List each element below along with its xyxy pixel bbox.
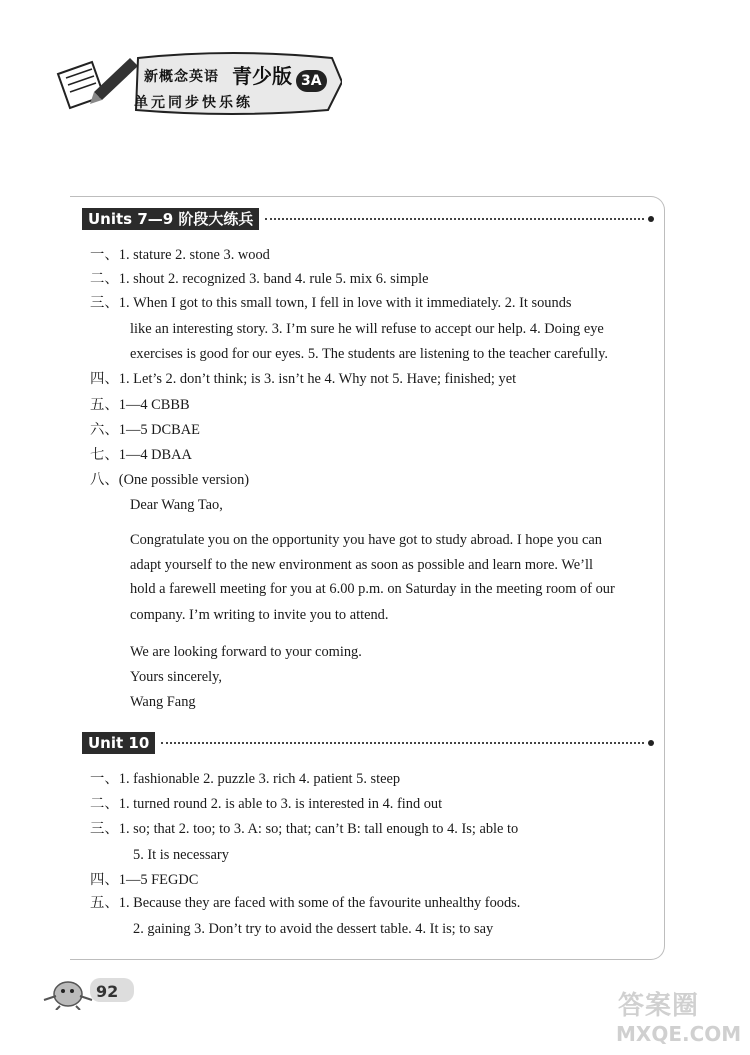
answer-line: 八、(One possible version) xyxy=(90,472,250,488)
answer-line: 二、1. turned round 2. is able to 3. is interested in 4. find out xyxy=(90,796,443,812)
answer-line: 三、1. When I got to this small town, I fell in love with it immediately. 2. It sounds xyxy=(90,295,572,311)
letter-line: adapt yourself to the new environment as soon as possible and learn more. We’ll xyxy=(130,557,593,573)
section-heading-units-7-9 xyxy=(82,208,654,230)
letter-line: company. I’m writing to invite you to attend. xyxy=(130,607,389,623)
answer-line: 七、1—4 DBAA xyxy=(90,447,192,463)
answer-line: 五、1. Because they are faced with some of the favourite unhealthy foods. xyxy=(90,895,521,911)
volume-badge: 3A xyxy=(296,70,327,92)
answer-line: 一、1. stature 2. stone 3. wood xyxy=(90,247,270,263)
answer-line: 四、1. Let’s 2. don’t think; is 3. isn’t he 4. Why not 5. Have; finished; yet xyxy=(90,371,517,387)
pencil-paper-icon xyxy=(52,52,142,116)
watermark-url: MXQE.COM xyxy=(616,1022,742,1046)
answer-line: 5. It is necessary xyxy=(133,847,229,863)
letter-line: Congratulate you on the opportunity you have got to study abroad. I hope you can xyxy=(130,532,602,548)
series-subtitle: 单元同步快乐练 xyxy=(134,95,253,111)
letter-line: We are looking forward to your coming. xyxy=(130,644,362,660)
answer-line: 三、1. so; that 2. too; to 3. A: so; that; can’t B: tall enough to 4. Is; able to xyxy=(90,821,519,837)
letter-closing: Yours sincerely, xyxy=(130,669,222,685)
section-heading-unit-10 xyxy=(82,732,654,754)
edition-title: 青少版 xyxy=(232,64,292,88)
mascot-icon xyxy=(34,970,144,1010)
answer-line: 2. gaining 3. Don’t try to avoid the dessert table. 4. It is; to say xyxy=(133,921,494,937)
answer-line: like an interesting story. 3. I’m sure he will refuse to accept our help. 4. Doing eye xyxy=(130,321,604,337)
page-number-badge xyxy=(34,970,144,1010)
section-title: Unit 10 xyxy=(82,732,155,754)
header-logo xyxy=(52,52,342,116)
answer-line: 六、1—5 DCBAE xyxy=(90,422,200,438)
series-title: 新概念英语 xyxy=(144,69,219,85)
answer-line: 一、1. fashionable 2. puzzle 3. rich 4. patient 5. steep xyxy=(90,771,401,787)
rule-endpoint-dot xyxy=(648,216,654,222)
answer-line: 五、1—4 CBBB xyxy=(90,397,190,413)
section-title: Units 7—9 阶段大练兵 xyxy=(82,208,259,230)
letter-salutation: Dear Wang Tao, xyxy=(130,497,223,513)
letter-line: hold a farewell meeting for you at 6.00 p.m. on Saturday in the meeting room of our xyxy=(130,581,615,597)
watermark-logo: 答案圈 xyxy=(618,991,700,1021)
answer-line: 四、1—5 FEGDC xyxy=(90,872,199,888)
dotted-rule xyxy=(161,742,644,744)
answer-line: exercises is good for our eyes. 5. The students are listening to the teacher carefully. xyxy=(130,346,608,362)
rule-endpoint-dot xyxy=(648,740,654,746)
dotted-rule xyxy=(265,218,644,220)
page-number: 92 xyxy=(96,982,119,1001)
letter-signature: Wang Fang xyxy=(130,694,196,710)
answer-line: 二、1. shout 2. recognized 3. band 4. rule 5. mix 6. simple xyxy=(90,271,429,287)
